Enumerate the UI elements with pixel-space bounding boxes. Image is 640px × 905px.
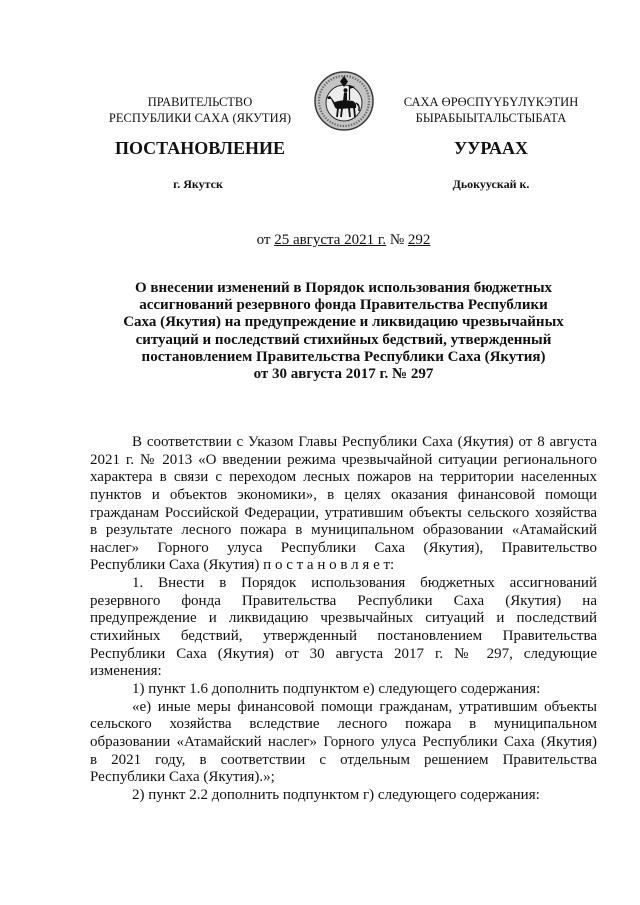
city-ru: г. Якутск — [173, 177, 223, 191]
body-line: Республики Саха (Якутия).»; — [90, 769, 275, 786]
body-line: стихийных бедствий, утвержденный постановлением Правительства — [90, 628, 597, 645]
document-number: 292 — [407, 232, 431, 248]
paragraph-subitem-2 — [90, 787, 597, 805]
org-name-ru-line1: ПРАВИТЕЛЬСТВО — [147, 95, 253, 109]
paragraph-preamble — [90, 434, 597, 575]
doc-type-ru: ПОСТАНОВЛЕНИЕ — [114, 138, 286, 158]
number-sign: № — [389, 232, 405, 248]
body-line: В соответствии с Указом Главы Республики Саха (Якутия) от 8 августа — [132, 434, 597, 450]
date-number-line — [90, 231, 597, 249]
document-date: 25 августа 2021 г. — [274, 232, 387, 248]
doc-type-sah: УУРААХ — [453, 138, 529, 158]
city-sah: Дьокуускай к. — [452, 177, 530, 191]
body-line: 1. Внести в Порядок использования бюджетных ассигнований — [132, 575, 597, 592]
title-line: Саха (Якутия) на предупреждение и ликвидацию чрезвычайных — [123, 314, 564, 331]
body-line: характера в связи с переходом лесных пожаров на территории населенных — [90, 469, 597, 486]
body-line: пунктов и объектов экономики», в целях оказания финансовой помощи — [90, 486, 597, 503]
org-name-ru-line2: РЕСПУБЛИКИ САХА (ЯКУТИЯ) — [108, 111, 292, 125]
title-line: от 30 августа 2017 г. № 297 — [253, 366, 434, 383]
paragraph-subitem-1 — [90, 681, 597, 699]
title-line: ситуаций и последствий стихийных бедствий, утвержденный — [135, 331, 552, 348]
body-line: 1) пункт 1.6 дополнить подпунктом е) следующего содержания: — [132, 680, 541, 697]
document-title — [90, 280, 597, 383]
body-line: резервного фонда Правительства Республики Саха (Якутия) на — [90, 592, 597, 609]
body-line: гражданам Российской Федерации, утратившим объекты сельского хозяйства — [90, 504, 597, 521]
paragraph-item-1 — [90, 575, 597, 681]
body-line: образовании «Атамайский наслег» Горного улуса Республики Саха (Якутия) — [90, 733, 597, 750]
date-prefix: от — [256, 232, 271, 248]
body-line: в 2021 году, в соответствии с отдельным решением Правительства — [90, 751, 597, 768]
org-name-sah-line2: БЫРАБЫЫТАЛЬСТЫБАТА — [415, 111, 567, 125]
title-line: О внесении изменений в Порядок использования бюджетных — [134, 280, 553, 296]
body-line: 2021 г. № 2013 «О введении режима чрезвычайной ситуации регионального — [90, 451, 597, 468]
body-line: «е) иные меры финансовой помощи гражданам, утратившим объекты — [132, 698, 597, 715]
coat-of-arms-icon — [313, 70, 375, 132]
org-name-sah — [381, 94, 601, 126]
paragraph-quote-e — [90, 699, 597, 787]
title-line: ассигнований резервного фонда Правительства Республики — [139, 297, 548, 314]
body-line: 2) пункт 2.2 дополнить подпунктом г) следующего содержания: — [132, 786, 540, 803]
body-line: сельского хозяйства вследствие лесного пожара в муниципальном — [90, 716, 597, 733]
body-line: Республики Саха (Якутия) от 30 августа 2017 г. № 297, следующие — [90, 645, 597, 662]
document-body — [90, 434, 597, 804]
org-name-ru — [90, 94, 310, 126]
body-line: наслег» Горного улуса Республики Саха (Якутия), Правительство — [90, 539, 597, 556]
body-line: предупреждение и ликвидацию чрезвычайных ситуаций и последствий — [90, 610, 597, 627]
org-name-sah-line1: САХА ӨРӨСПҮҮБҮЛҮКЭТИН — [403, 95, 579, 109]
body-line: в результате лесного пожара в муниципальном образовании «Атамайский — [90, 522, 597, 539]
body-line: Республики Саха (Якутия) п о с т а н о в л я е т: — [90, 557, 395, 574]
body-line: изменения: — [90, 663, 162, 680]
title-line: постановлением Правительства Республики Саха (Якутия) — [141, 348, 546, 365]
